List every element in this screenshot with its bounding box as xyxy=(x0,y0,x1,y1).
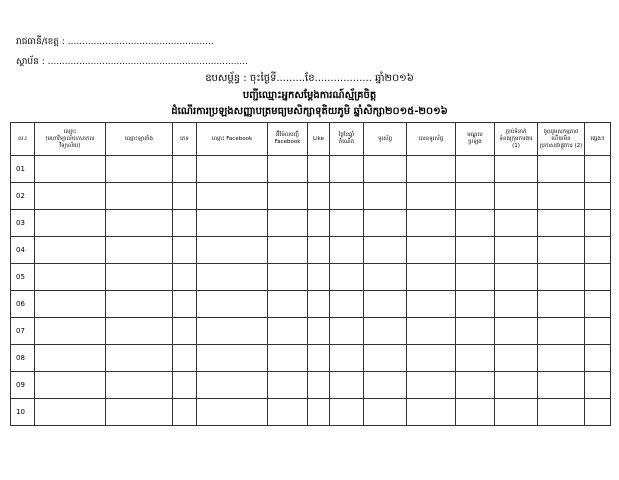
table-cell[interactable] xyxy=(308,399,330,426)
province-blank[interactable]: ................................................... xyxy=(67,37,214,47)
row-number: 03 xyxy=(11,210,35,237)
column-header xyxy=(173,123,197,156)
table-cell[interactable] xyxy=(407,183,456,210)
table-cell[interactable] xyxy=(173,318,197,345)
column-header-line: ទំនងក្រុមការងារ xyxy=(499,135,533,142)
province-field[interactable] xyxy=(16,36,214,49)
column-header xyxy=(456,123,495,156)
table-cell[interactable] xyxy=(407,237,456,264)
school-blank[interactable]: ...................................................................... xyxy=(47,57,248,67)
table-cell[interactable] xyxy=(456,264,495,291)
column-header xyxy=(538,123,585,156)
column-header xyxy=(495,123,538,156)
school-field[interactable] xyxy=(16,56,248,69)
table-cell[interactable] xyxy=(456,345,495,372)
column-header-line: ភ្ជាប់ទំនាក់ xyxy=(505,128,527,135)
table-cell[interactable] xyxy=(106,264,173,291)
table-cell[interactable] xyxy=(495,237,538,264)
table-cell[interactable] xyxy=(585,318,611,345)
table-cell[interactable] xyxy=(495,318,538,345)
table-cell[interactable] xyxy=(364,291,407,318)
table-cell[interactable] xyxy=(495,156,538,183)
province-label: រាជធានី/ខេត្ត : xyxy=(16,37,65,47)
table-cell[interactable] xyxy=(456,156,495,183)
table-cell[interactable] xyxy=(585,210,611,237)
table-cell[interactable] xyxy=(35,264,106,291)
table-cell[interactable] xyxy=(268,345,308,372)
table-cell[interactable] xyxy=(308,372,330,399)
table-cell[interactable] xyxy=(106,345,173,372)
table-cell[interactable] xyxy=(268,318,308,345)
document-subtitle: ដំណើរការប្រឡងសញ្ញាបត្រមធ្យមសិក្សាទុតិយភូមិ ឆ្នាំសិក្សា២០១៥-២០១៦ xyxy=(171,106,448,117)
row-number: 04 xyxy=(11,237,35,264)
column-header-line: Like xyxy=(313,135,324,142)
table-cell[interactable] xyxy=(106,399,173,426)
table-cell[interactable] xyxy=(330,318,364,345)
school-label: ស្ថាប័ន : xyxy=(16,57,45,67)
table-cell[interactable] xyxy=(456,210,495,237)
table-cell[interactable] xyxy=(407,318,456,345)
table-cell[interactable] xyxy=(330,264,364,291)
column-header-line: Facebook xyxy=(274,139,301,145)
column-header-line: ប្រឡង xyxy=(468,139,482,145)
table-cell[interactable] xyxy=(538,183,585,210)
row-number: 07 xyxy=(11,318,35,345)
column-header xyxy=(11,123,35,156)
table-cell[interactable] xyxy=(197,399,268,426)
table-cell[interactable] xyxy=(456,183,495,210)
table-cell[interactable] xyxy=(35,318,106,345)
table-cell[interactable] xyxy=(407,399,456,426)
table-cell[interactable] xyxy=(308,345,330,372)
table-cell[interactable] xyxy=(197,264,268,291)
column-header-line: ចូលរួមសកម្មភាព xyxy=(543,128,579,135)
table-cell[interactable] xyxy=(173,372,197,399)
column-header-line: ផ្សេងៗ xyxy=(590,135,605,142)
table-cell[interactable] xyxy=(173,264,197,291)
table-cell[interactable] xyxy=(538,372,585,399)
table-cell[interactable] xyxy=(173,156,197,183)
table-cell[interactable] xyxy=(197,345,268,372)
table-cell[interactable] xyxy=(197,183,268,210)
table-cell[interactable] xyxy=(308,264,330,291)
annex-date-line: ឧបសម្ព័ន្ធ : ចុះថ្ងៃទី.........ខែ.................. ឆ្នាំ២០១៦ xyxy=(205,73,414,84)
table-cell[interactable] xyxy=(407,264,456,291)
table-cell[interactable] xyxy=(364,399,407,426)
table-row xyxy=(11,264,611,291)
table-cell[interactable] xyxy=(330,156,364,183)
table-cell[interactable] xyxy=(173,345,197,372)
table-cell[interactable] xyxy=(197,210,268,237)
table-cell[interactable] xyxy=(173,183,197,210)
table-body xyxy=(11,156,611,426)
table-cell[interactable] xyxy=(197,156,268,183)
table-cell[interactable] xyxy=(197,237,268,264)
table-row xyxy=(11,318,611,345)
table-cell[interactable] xyxy=(538,237,585,264)
row-number: 02 xyxy=(11,183,35,210)
table-cell[interactable] xyxy=(495,399,538,426)
table-cell[interactable] xyxy=(330,291,364,318)
table-cell[interactable] xyxy=(268,156,308,183)
table-cell[interactable] xyxy=(106,318,173,345)
table-row xyxy=(11,291,611,318)
document-title: បញ្ជីឈ្មោះអ្នកសម្ដែងការណ៍ស្ម័គ្រចិត្ត xyxy=(242,90,377,101)
table-cell[interactable] xyxy=(330,237,364,264)
table-row xyxy=(11,372,611,399)
column-header-line: (មហាវិទ្យាល័យ/សាកលវិទ្យាល័យ) xyxy=(45,135,95,149)
table-header-row xyxy=(11,123,611,156)
table-cell[interactable] xyxy=(407,345,456,372)
table-cell[interactable] xyxy=(585,345,611,372)
table-cell[interactable] xyxy=(585,372,611,399)
table-cell[interactable] xyxy=(197,291,268,318)
table-cell[interactable] xyxy=(268,210,308,237)
table-cell[interactable] xyxy=(495,372,538,399)
table-cell[interactable] xyxy=(364,237,407,264)
column-header-line: ថ្ងៃខែឆ្នាំ xyxy=(338,132,355,138)
table-cell[interactable] xyxy=(538,399,585,426)
table-cell[interactable] xyxy=(35,345,106,372)
table-cell[interactable] xyxy=(106,372,173,399)
table-cell[interactable] xyxy=(495,210,538,237)
table-cell[interactable] xyxy=(407,210,456,237)
table-cell[interactable] xyxy=(495,183,538,210)
column-header xyxy=(197,123,268,156)
row-number: 09 xyxy=(11,372,35,399)
table-row xyxy=(11,156,611,183)
table-cell[interactable] xyxy=(495,264,538,291)
table-cell[interactable] xyxy=(495,291,538,318)
column-header xyxy=(330,123,364,156)
table-cell[interactable] xyxy=(35,399,106,426)
table-cell[interactable] xyxy=(106,210,173,237)
table-cell[interactable] xyxy=(585,399,611,426)
table-cell[interactable] xyxy=(407,156,456,183)
table-cell[interactable] xyxy=(456,318,495,345)
table-row xyxy=(11,210,611,237)
table-cell[interactable] xyxy=(268,264,308,291)
table-cell[interactable] xyxy=(585,237,611,264)
table-cell[interactable] xyxy=(364,372,407,399)
row-number: 05 xyxy=(11,264,35,291)
table-cell[interactable] xyxy=(35,372,106,399)
row-number: 01 xyxy=(11,156,35,183)
table-row xyxy=(11,237,611,264)
column-header xyxy=(308,123,330,156)
table-cell[interactable] xyxy=(364,318,407,345)
table-cell[interactable] xyxy=(538,210,585,237)
table-cell[interactable] xyxy=(495,345,538,372)
table-row xyxy=(11,345,611,372)
column-header-line: ភេទ xyxy=(180,135,189,142)
table-cell[interactable] xyxy=(585,291,611,318)
column-header xyxy=(407,123,456,156)
table-cell[interactable] xyxy=(456,291,495,318)
table-cell[interactable] xyxy=(106,237,173,264)
column-header xyxy=(106,123,173,156)
table-cell[interactable] xyxy=(35,156,106,183)
table-cell[interactable] xyxy=(538,156,585,183)
table-cell[interactable] xyxy=(308,183,330,210)
table-row xyxy=(11,399,611,426)
table-cell[interactable] xyxy=(330,210,364,237)
table-cell[interactable] xyxy=(456,372,495,399)
table-cell[interactable] xyxy=(268,237,308,264)
volunteer-table xyxy=(10,122,611,426)
row-number: 06 xyxy=(11,291,35,318)
table-cell[interactable] xyxy=(308,237,330,264)
column-header xyxy=(364,123,407,156)
table-cell[interactable] xyxy=(330,372,364,399)
table-cell[interactable] xyxy=(173,210,197,237)
table-cell[interactable] xyxy=(197,318,268,345)
column-header-line: កំណើត xyxy=(338,139,355,145)
column-header-line: ឈ្មោះ xyxy=(63,128,77,135)
column-header-line: ហើយមិន xyxy=(551,135,571,142)
column-header xyxy=(268,123,308,156)
column-header-line: ឈ្មោះ Facebook xyxy=(211,135,253,142)
table-cell[interactable] xyxy=(330,345,364,372)
column-header xyxy=(585,123,611,156)
column-header-line: (1) xyxy=(512,142,520,149)
table-cell[interactable] xyxy=(308,156,330,183)
table-cell[interactable] xyxy=(407,291,456,318)
table-cell[interactable] xyxy=(173,237,197,264)
column-header-line: ល.រ xyxy=(18,135,27,142)
table-cell[interactable] xyxy=(35,237,106,264)
column-header-line: ឈ្មោះឡាតាំង xyxy=(124,135,154,142)
table-cell[interactable] xyxy=(538,264,585,291)
column-header-line: លេខទូរស័ព្ទ xyxy=(418,135,444,142)
table-cell[interactable] xyxy=(173,291,197,318)
table-cell[interactable] xyxy=(268,291,308,318)
table-cell[interactable] xyxy=(538,291,585,318)
column-header-line: ប្រកាសជាផ្លូវការ (2) xyxy=(539,142,583,149)
table-row xyxy=(11,183,611,210)
table-cell[interactable] xyxy=(330,183,364,210)
table-cell[interactable] xyxy=(308,291,330,318)
table-cell[interactable] xyxy=(364,345,407,372)
table-cell[interactable] xyxy=(456,399,495,426)
table-cell[interactable] xyxy=(35,291,106,318)
table-cell[interactable] xyxy=(585,183,611,210)
table-cell[interactable] xyxy=(173,399,197,426)
table-cell[interactable] xyxy=(456,237,495,264)
row-number: 10 xyxy=(11,399,35,426)
table-cell[interactable] xyxy=(538,345,585,372)
table-cell[interactable] xyxy=(197,372,268,399)
table-cell[interactable] xyxy=(268,399,308,426)
table-cell[interactable] xyxy=(407,372,456,399)
table-cell[interactable] xyxy=(364,183,407,210)
row-number: 08 xyxy=(11,345,35,372)
table-cell[interactable] xyxy=(106,291,173,318)
table-cell[interactable] xyxy=(364,264,407,291)
table-cell[interactable] xyxy=(538,318,585,345)
table-cell[interactable] xyxy=(585,264,611,291)
table-cell[interactable] xyxy=(35,183,106,210)
column-header xyxy=(35,123,106,156)
table-cell[interactable] xyxy=(364,210,407,237)
table-cell[interactable] xyxy=(364,156,407,183)
table-cell[interactable] xyxy=(106,183,173,210)
table-cell[interactable] xyxy=(308,318,330,345)
table-cell[interactable] xyxy=(35,210,106,237)
column-header-line: ទូរស័ព្ទ xyxy=(378,135,392,142)
column-header-line: អ៊ីម៉ែលបញ្ជី xyxy=(276,132,299,138)
table-cell[interactable] xyxy=(585,156,611,183)
column-header-line: មណ្ឌល xyxy=(467,132,483,138)
table-cell[interactable] xyxy=(106,156,173,183)
table-cell[interactable] xyxy=(308,210,330,237)
table-cell[interactable] xyxy=(268,183,308,210)
table-cell[interactable] xyxy=(330,399,364,426)
table-cell[interactable] xyxy=(268,372,308,399)
